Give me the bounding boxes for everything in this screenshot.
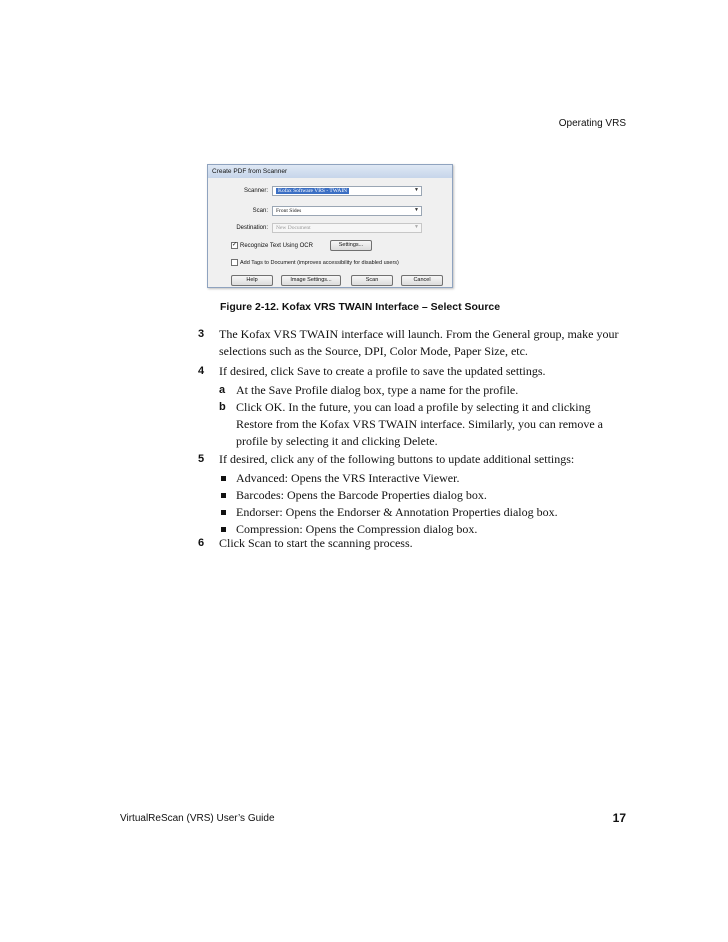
substep-text: At the Save Profile dialog box, type a name for the profile.: [236, 383, 519, 397]
figure-caption: Figure 2-12. Kofax VRS TWAIN Interface – Select Source: [220, 301, 501, 313]
step-5: [198, 451, 628, 538]
step-number: 4: [198, 365, 205, 377]
list-item: Compression: Opens the Compression dialog box.: [219, 521, 628, 538]
footer-title: VirtualReScan (VRS) User’s Guide: [120, 813, 275, 824]
running-header: Operating VRS: [558, 118, 626, 129]
chevron-down-icon: ▼: [414, 225, 419, 230]
step-number: 5: [198, 453, 205, 465]
scan-button[interactable]: Scan: [351, 275, 393, 286]
list-item: Barcodes: Opens the Barcode Properties dialog box.: [219, 487, 628, 504]
settings-button[interactable]: Settings...: [330, 240, 372, 251]
scanner-label: Scanner:: [243, 188, 268, 194]
ocr-checkbox[interactable]: ✓: [232, 242, 238, 248]
step-6: [198, 535, 628, 552]
step-3: [198, 326, 628, 360]
destination-label: Destination:: [236, 225, 268, 231]
step-number: 3: [198, 328, 205, 340]
step-number: 6: [198, 537, 205, 549]
scan-label: Scan:: [252, 208, 268, 214]
dialog-title: Create PDF from Scanner: [208, 165, 452, 178]
cancel-button[interactable]: Cancel: [401, 275, 443, 286]
help-button[interactable]: Help: [231, 275, 273, 286]
image-settings-button[interactable]: Image Settings...: [281, 275, 341, 286]
chevron-down-icon: ▼: [414, 188, 419, 193]
ocr-label: Recognize Text Using OCR: [240, 243, 313, 249]
bullet-icon: [221, 527, 226, 532]
tags-label: Add Tags to Document (improves accessibility for disabled users): [240, 260, 399, 266]
substep-text: Click OK. In the future, you can load a profile by selecting it and clicking Restore from the Kofax VRS TWAIN interface. Similarly, you can remove a profile by selecting it and clicking Delete.: [236, 400, 604, 448]
substep-letter: b: [219, 401, 226, 413]
step-text: Click Scan to start the scanning process.: [219, 536, 413, 550]
list-item: Advanced: Opens the VRS Interactive Viewer.: [219, 470, 628, 487]
scan-select[interactable]: Front Sides ▼: [272, 206, 422, 216]
scanner-select[interactable]: Kofax Software VRS - TWAIN ▼: [272, 186, 422, 196]
substep-a: [219, 382, 628, 399]
bullet-icon: [221, 510, 226, 515]
destination-select[interactable]: New Document ▼: [272, 223, 422, 233]
step-4: [198, 363, 628, 450]
chevron-down-icon: ▼: [414, 208, 419, 213]
substep-letter: a: [219, 384, 226, 396]
tags-checkbox[interactable]: [231, 259, 238, 266]
step-text: If desired, click any of the following buttons to update additional settings:: [219, 452, 575, 466]
step-text: The Kofax VRS TWAIN interface will launch. From the General group, make your selections such as the Source, DPI, Color Mode, Paper Size, etc.: [219, 327, 619, 358]
bullet-icon: [221, 476, 226, 481]
list-item: Endorser: Opens the Endorser & Annotation Properties dialog box.: [219, 504, 628, 521]
substep-b: [219, 399, 628, 450]
page-number: 17: [612, 811, 626, 825]
bullet-icon: [221, 493, 226, 498]
step-text: If desired, click Save to create a profile to save the updated settings.: [219, 364, 546, 378]
create-pdf-dialog: [207, 164, 453, 288]
